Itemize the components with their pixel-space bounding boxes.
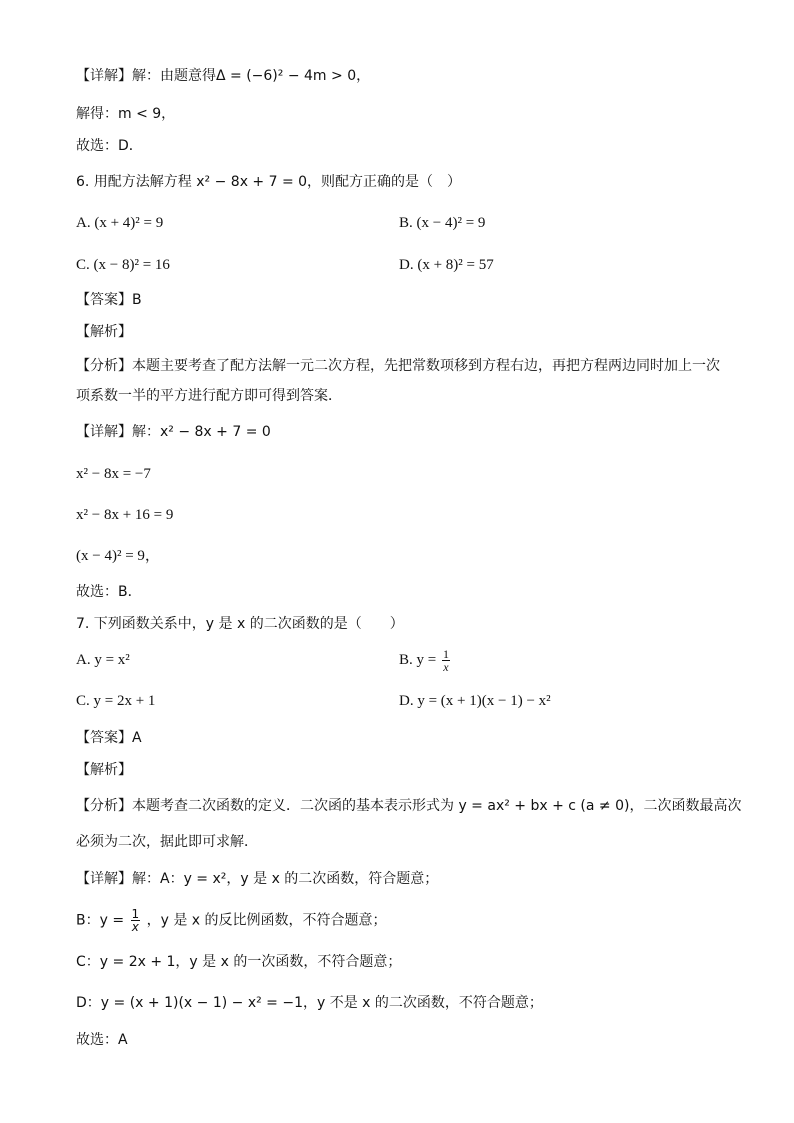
q7-detail-d: D：y = (x + 1)(x − 1) − x² = −1，y 不是 x 的二次函数，不符合题意； — [76, 995, 543, 1011]
q7-option-d: D. y = (x + 1)(x − 1) − x² — [399, 693, 551, 709]
q7-detail-b — [76, 908, 387, 933]
q6-answer: 【答案】B — [76, 292, 142, 308]
q6-analysis-heading: 【解析】 — [76, 324, 132, 340]
q7-option-c: C. y = 2x + 1 — [76, 693, 156, 709]
q7-answer: 【答案】A — [76, 730, 142, 746]
fraction-numerator: 1 — [442, 647, 449, 661]
detail-line-1: 【详解】解：由题意得Δ = (−6)² − 4m > 0， — [76, 68, 371, 84]
q7-option-b-text: B. y = — [399, 651, 437, 668]
fraction-numerator: 1 — [131, 907, 140, 921]
question-6: 6. 用配方法解方程 x² − 8x + 7 = 0，则配方正确的是（ ） — [76, 174, 462, 190]
question-7: 7. 下列函数关系中，y 是 x 的二次函数的是（ ） — [76, 616, 404, 632]
q6-option-c: C. (x − 8)² = 16 — [76, 257, 170, 273]
q7-detail-b-text: B：y = — [76, 912, 125, 929]
q7-analysis-line-1: 【分析】本题考查二次函数的定义．二次函的基本表示形式为 y = ax² + bx + c (a ≠ 0)，二次函数最高次 — [76, 798, 742, 814]
q7-detail-b-rest: ，y 是 x 的反比例函数，不符合题意； — [146, 912, 387, 929]
q6-option-b: B. (x − 4)² = 9 — [399, 215, 486, 231]
q7-detail-b-fraction — [131, 908, 141, 933]
q7-choice: 故选：A — [76, 1032, 128, 1048]
q6-step-2: x² − 8x + 16 = 9 — [76, 507, 174, 523]
q7-detail-a: 【详解】解：A：y = x²，y 是 x 的二次函数，符合题意； — [76, 871, 439, 887]
q6-detail-line: 【详解】解：x² − 8x + 7 = 0 — [76, 424, 271, 440]
q6-step-1: x² − 8x = −7 — [76, 466, 151, 482]
q7-option-b-fraction — [442, 648, 450, 673]
q7-analysis-line-2: 必须为二次，据此即可求解． — [76, 834, 258, 850]
q6-analysis-line-1: 【分析】本题主要考查了配方法解一元二次方程，先把常数项移到方程右边，再把方程两边同时加上一次 — [76, 358, 720, 374]
answer-choice-5: 故选：D． — [76, 138, 143, 154]
q6-option-d: D. (x + 8)² = 57 — [399, 257, 494, 273]
q6-option-a: A. (x + 4)² = 9 — [76, 215, 164, 231]
q6-analysis-line-2: 项系数一半的平方进行配方即可得到答案． — [76, 388, 342, 404]
q6-choice: 故选：B． — [76, 584, 142, 600]
q7-detail-c: C：y = 2x + 1，y 是 x 的一次函数，不符合题意； — [76, 954, 402, 970]
q7-analysis-heading: 【解析】 — [76, 762, 132, 778]
q7-option-a: A. y = x² — [76, 652, 130, 668]
q7-option-b — [399, 648, 452, 673]
fraction-denominator: x — [131, 920, 139, 934]
q6-step-3: (x − 4)² = 9， — [76, 548, 160, 564]
detail-line-2: 解得：m < 9， — [76, 106, 176, 122]
fraction-denominator: x — [443, 660, 449, 674]
